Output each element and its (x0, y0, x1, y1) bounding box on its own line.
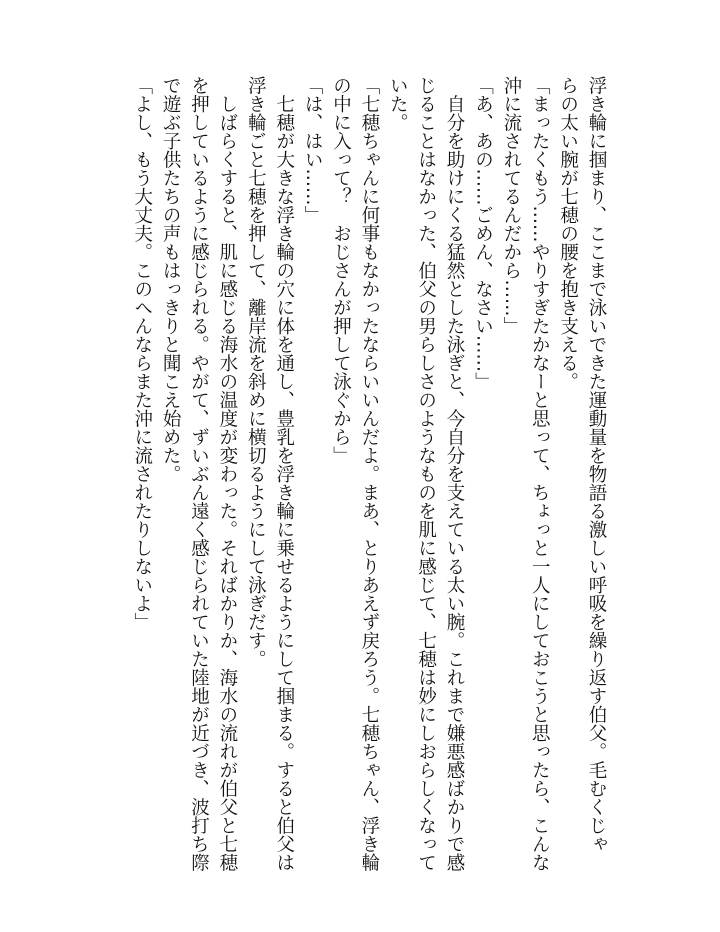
text-line: 「は、はい……」 (302, 76, 324, 224)
text-line: 七穂が大きな浮き輪の穴に体を通し、豊乳を浮き輪に乗せるようにして掴まる。すると伯父は (273, 76, 295, 872)
text-line: で遊ぶ子供たちの声もはっきりと聞こえ始めた。 (160, 76, 182, 483)
text-line: の中に入って？ おじさんが押して泳ぐから」 (330, 76, 352, 465)
text-line: 浮き輪ごと七穂を押して、離岸流を斜めに横切るようにして泳ぎだす。 (245, 76, 267, 668)
text-line: 「あ、あの……ごめん、なさい……」 (472, 76, 494, 391)
text-line: 「七穂ちゃんに何事もなかったならいいんだよ。まあ、とりあえず戻ろう。七穂ちゃん、浮き輪 (358, 76, 380, 872)
text-line: 浮き輪に掴まり、ここまで泳いできた運動量を物語る激しい呼吸を繰り返す伯父。毛むくじゃ (586, 76, 607, 853)
text-line: 「まったくもう……やりすぎたかなーと思って、ちょっと一人にしておこうと思ったら、こんな (529, 76, 551, 872)
text-line: いた。 (387, 76, 409, 132)
text-line: らの太い腕が七穂の腰を抱き支える。 (557, 76, 579, 391)
text-line: 自分を助けにくる猛然とした泳ぎと、今自分を支えている太い腕。これまで嫌悪感ばかりで感 (444, 76, 466, 872)
text-line: 沖に流されてるんだから……」 (500, 76, 522, 335)
text-line: しばらくすると、肌に感じる海水の温度が変わった。そればかりか、海水の流れが伯父と七穂 (216, 76, 238, 872)
vertical-text-page (127, 76, 610, 872)
text-line: 「よし、もう大丈夫。このへんならまた沖に流されたりしないよ」 (131, 76, 153, 631)
text-line: を押しているように感じられる。やがて、ずいぶん遠く感じられていた陸地が近づき、波打ち際 (188, 76, 210, 872)
text-line: じることはなかった、伯父の男らしさのようなものを肌に感じて、七穂は妙にしおらしくなって (415, 76, 437, 872)
